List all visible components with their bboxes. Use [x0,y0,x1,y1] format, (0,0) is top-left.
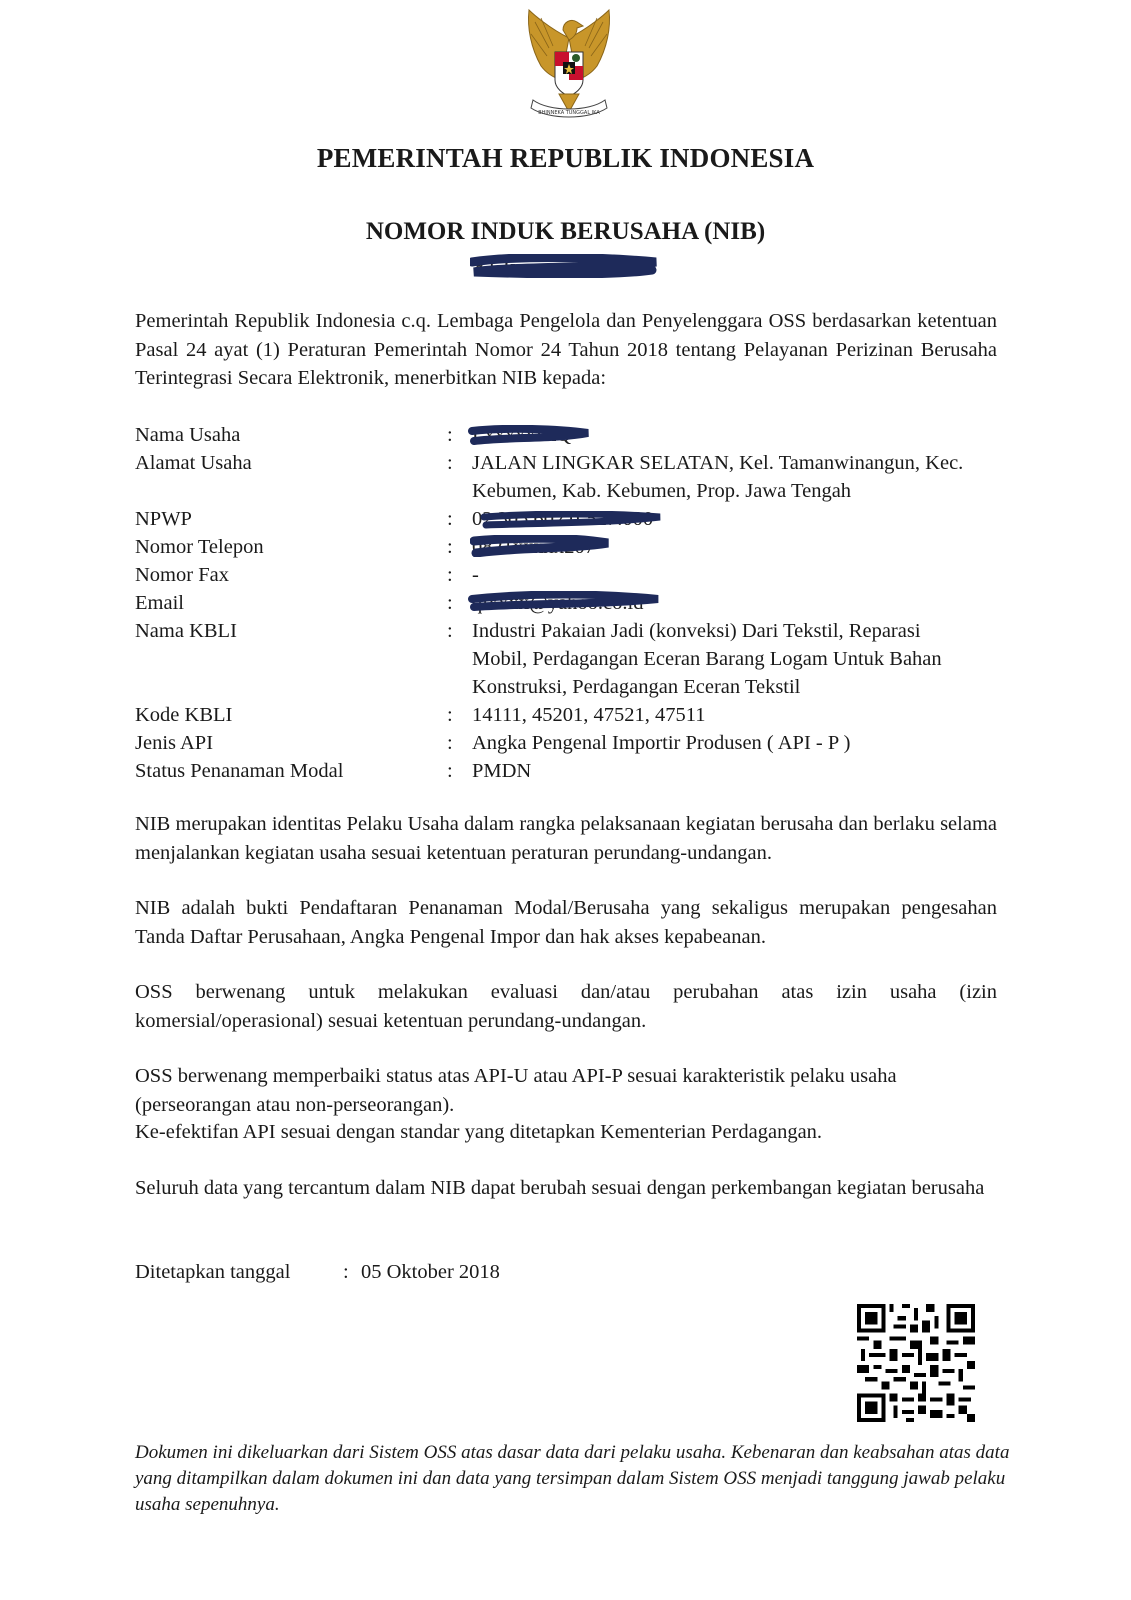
paragraph-data-change: Seluruh data yang tercantum dalam NIB dapat berubah sesuai dengan perkembangan kegiatan berusaha [135,1177,985,1199]
field-row-email: Email : qlxxxx@yahoo.co.id [135,589,1015,617]
page-title: PEMERINTAH REPUBLIK INDONESIA [316,143,815,173]
field-label: Nomor Telepon [135,536,264,558]
field-label: Status Penanaman Modal [135,760,344,782]
field-label: Nama Usaha [135,424,241,446]
field-row-nama-usaha: Nama Usaha : LxxxxxxxQ [135,421,1015,449]
paragraph-api-effectiveness: Ke-efektifan API sesuai dengan standar yang ditetapkan Kementerian Perdagangan. [135,1121,823,1143]
paragraph-nib-proof: NIB adalah bukti Pendaftaran Penanaman Modal/Berusaha yang sekaligus merupakan pengesahan Tanda Daftar Perusahaan, Angka Pengenal Impor dan hak akses kepabeanan. [135,897,997,948]
issued-date-value: 05 Oktober 2018 [361,1261,500,1283]
field-row-kode-kbli: Kode KBLI : 14111, 45201, 47521, 47511 [135,701,1015,729]
field-label: Alamat Usaha [135,452,252,474]
field-label: Kode KBLI [135,704,233,726]
field-value: JALAN LINGKAR SELATAN, Kel. Tamanwinangun, Kec. Kebumen, Kab. Kebumen, Prop. Jawa Tengah [472,452,964,502]
field-label: Nama KBLI [135,620,237,642]
field-value: 14111, 45201, 47521, 47511 [472,704,706,726]
field-value: Industri Pakaian Jadi (konveksi) Dari Tekstil, Reparasi Mobil, Perdagangan Eceran Barang Logam Untuk Bahan Konstruksi, Perdagangan Eceran Tekstil [472,620,942,698]
field-label: NPWP [135,508,192,530]
document-subtitle: NOMOR INDUK BERUSAHA (NIB) [365,218,766,245]
field-label: Email [135,592,184,614]
field-label: Jenis API [135,732,214,754]
field-row-alamat-usaha: Alamat Usaha : JALAN LINGKAR SELATAN, Kel. Tamanwinangun, Kec. Kebumen, Kab. Kebumen, Prop. Jawa Tengah [135,449,1015,505]
business-info-table [135,421,1015,785]
intro-paragraph: Pemerintah Republik Indonesia c.q. Lembaga Pengelola dan Penyelenggara OSS berdasarkan ketentuan Pasal 24 ayat (1) Peraturan Pemerintah Nomor 24 Tahun 2018 tentang Pelayanan Perizinan Berusaha Terintegrasi Secara Elektronik, menerbitkan NIB kepada: [135,310,997,389]
field-row-nomor-telepon: Nomor Telepon : 0821xxxxx207 [135,533,1015,561]
field-value: - [472,564,479,586]
field-value-redacted: 02.305.602.0-527.000 [472,505,1015,533]
field-value: PMDN [472,760,532,782]
field-value: Angka Pengenal Importir Produsen ( API - P ) [472,732,851,754]
field-row-npwp: NPWP : 02.305.602.0-527.000 [135,505,1015,533]
paragraph-nib-identity: NIB merupakan identitas Pelaku Usaha dalam rangka pelaksanaan kegiatan berusaha dan berlaku selama menjalankan kegiatan usaha sesuai ketentuan peraturan perundang-undangan. [135,813,997,864]
field-value-redacted: qlxxxx@yahoo.co.id [472,589,1015,617]
garuda-emblem-icon [519,8,619,126]
svg-text:BHINNEKA TUNGGAL IKA: BHINNEKA TUNGGAL IKA [538,110,600,116]
field-label: Nomor Fax [135,564,229,586]
field-row-jenis-api: Jenis API : Angka Pengenal Importir Produsen ( API - P ) [135,729,1015,757]
issued-date-label: Ditetapkan tanggal [135,1261,291,1283]
qr-code-icon [857,1304,975,1422]
field-value-redacted: 0821xxxxx207 [472,533,1015,561]
field-row-status-penanaman-modal: Status Penanaman Modal : PMDN [135,757,1015,785]
issued-date-row: Ditetapkan tanggal : 05 Oktober 2018 [135,1258,500,1286]
nib-number-redacted: 812xxxxx…0158 [470,254,660,278]
field-value-redacted: LxxxxxxxQ [472,421,1015,449]
disclaimer-footer: Dokumen ini dikeluarkan dari Sistem OSS atas dasar data dari pelaku usaha. Kebenaran dan keabsahan atas data yang ditampilkan dalam dokumen ini dan data yang tersimpan dalam Sistem OSS menjadi tanggung jawab pelaku usaha sepenuhnya. [135,1442,1010,1515]
field-row-nama-kbli: Nama KBLI : Industri Pakaian Jadi (konveksi) Dari Tekstil, Reparasi Mobil, Perdagangan Eceran Barang Logam Untuk Bahan Konstruksi, Perdagangan Eceran Tekstil [135,617,1015,701]
field-row-nomor-fax: Nomor Fax : - [135,561,1015,589]
paragraph-oss-evaluation: OSS berwenang untuk melakukan evaluasi dan/atau perubahan atas izin usaha (izin komersial/operasional) sesuai ketentuan perundang-undangan. [135,981,997,1032]
paragraph-oss-api-status: OSS berwenang memperbaiki status atas API-U atau API-P sesuai karakteristik pelaku usaha (perseorangan atau non-perseorangan). [135,1065,897,1116]
